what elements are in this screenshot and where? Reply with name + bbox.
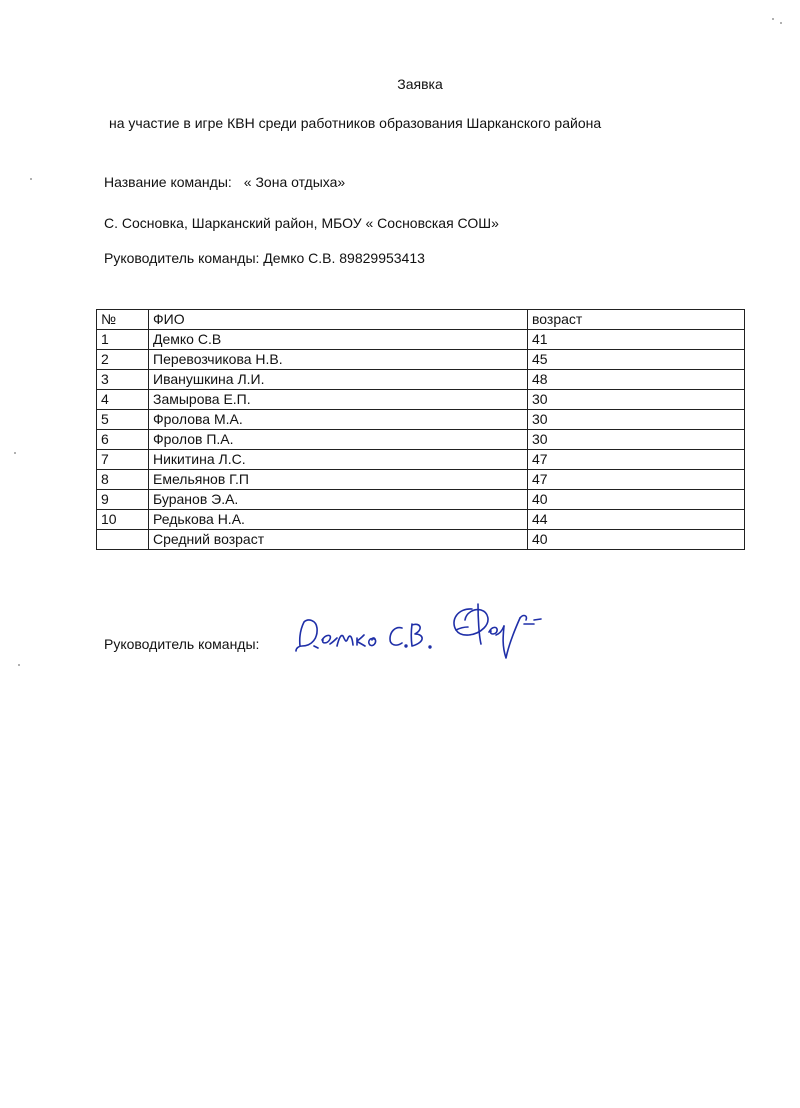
table-row bbox=[97, 450, 745, 470]
cell-age: 44 bbox=[528, 510, 745, 530]
table-header-row bbox=[97, 310, 745, 330]
cell-name: Средний возраст bbox=[149, 530, 528, 550]
header-name: ФИО bbox=[149, 310, 528, 330]
cell-name: Перевозчикова Н.В. bbox=[149, 350, 528, 370]
cell-number: 6 bbox=[97, 430, 149, 450]
cell-age: 30 bbox=[528, 430, 745, 450]
cell-number: 10 bbox=[97, 510, 149, 530]
cell-name: Никитина Л.С. bbox=[149, 450, 528, 470]
handwritten-signature bbox=[290, 588, 590, 672]
cell-name: Буранов Э.А. bbox=[149, 490, 528, 510]
signature-label: Руководитель команды: bbox=[104, 636, 260, 652]
table-row bbox=[97, 490, 745, 510]
cell-age: 41 bbox=[528, 330, 745, 350]
scan-speck bbox=[772, 18, 774, 20]
scan-speck bbox=[780, 22, 782, 24]
cell-age: 47 bbox=[528, 470, 745, 490]
participants-table-body bbox=[97, 310, 745, 550]
table-row bbox=[97, 410, 745, 430]
cell-number: 9 bbox=[97, 490, 149, 510]
cell-name: Емельянов Г.П bbox=[149, 470, 528, 490]
cell-age: 47 bbox=[528, 450, 745, 470]
cell-age: 45 bbox=[528, 350, 745, 370]
cell-name: Фролов П.А. bbox=[149, 430, 528, 450]
scan-speck bbox=[30, 178, 32, 180]
cell-age: 30 bbox=[528, 410, 745, 430]
cell-age: 40 bbox=[528, 490, 745, 510]
table-row bbox=[97, 510, 745, 530]
cell-number: 3 bbox=[97, 370, 149, 390]
cell-name: Иванушкина Л.И. bbox=[149, 370, 528, 390]
cell-number: 4 bbox=[97, 390, 149, 410]
cell-number: 2 bbox=[97, 350, 149, 370]
cell-number: 5 bbox=[97, 410, 149, 430]
table-row bbox=[97, 390, 745, 410]
table-row bbox=[97, 530, 745, 550]
document-title: Заявка bbox=[397, 76, 443, 92]
table-row bbox=[97, 370, 745, 390]
table-row bbox=[97, 350, 745, 370]
cell-number bbox=[97, 530, 149, 550]
team-name-line bbox=[104, 174, 345, 190]
cell-number: 8 bbox=[97, 470, 149, 490]
team-address: С. Сосновка, Шарканский район, МБОУ « Сосновская СОШ» bbox=[104, 215, 499, 231]
header-age: возраст bbox=[528, 310, 745, 330]
team-name-label: Название команды: bbox=[104, 174, 232, 190]
cell-name: Фролова М.А. bbox=[149, 410, 528, 430]
cell-name: Демко С.В bbox=[149, 330, 528, 350]
cell-age: 40 bbox=[528, 530, 745, 550]
table-row bbox=[97, 470, 745, 490]
cell-age: 48 bbox=[528, 370, 745, 390]
document-subtitle: на участие в игре КВН среди работников образования Шарканского района bbox=[109, 115, 602, 131]
scan-speck bbox=[18, 664, 20, 666]
cell-number: 7 bbox=[97, 450, 149, 470]
cell-number: 1 bbox=[97, 330, 149, 350]
cell-name: Замырова Е.П. bbox=[149, 390, 528, 410]
header-number: № bbox=[97, 310, 149, 330]
table-row bbox=[97, 430, 745, 450]
cell-name: Редькова Н.А. bbox=[149, 510, 528, 530]
table-row bbox=[97, 330, 745, 350]
cell-age: 30 bbox=[528, 390, 745, 410]
team-leader-line: Руководитель команды: Демко С.В. 89829953413 bbox=[104, 250, 425, 266]
team-name-value: « Зона отдыха» bbox=[243, 174, 346, 190]
participants-table bbox=[96, 309, 745, 550]
scan-speck bbox=[14, 452, 16, 454]
